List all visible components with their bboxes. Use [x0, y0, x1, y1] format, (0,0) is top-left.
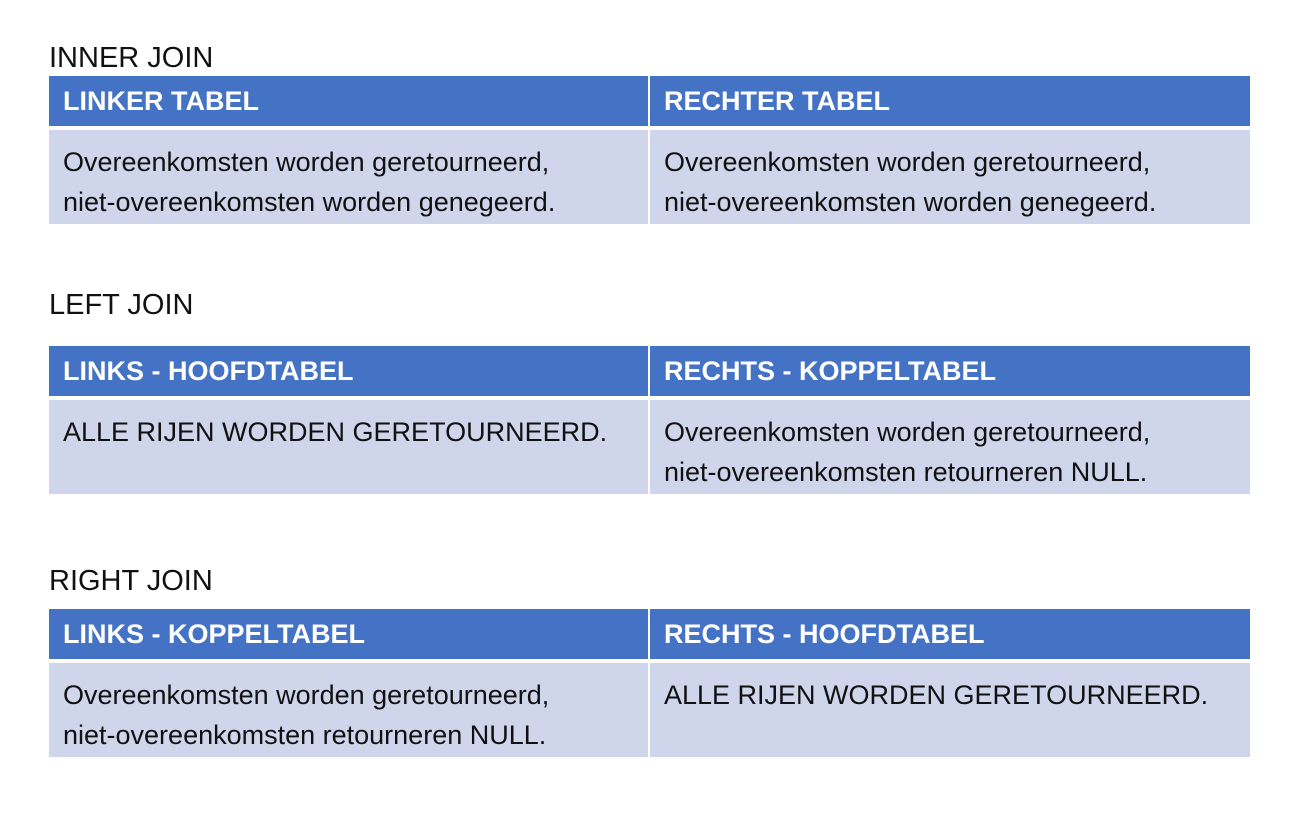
join-table [49, 346, 1250, 494]
join-table [49, 76, 1250, 224]
section-title: RIGHT JOIN [49, 565, 213, 597]
table-cell-left: Overeenkomsten worden geretourneerd, niet-overeenkomsten retourneren NULL. [49, 663, 648, 757]
table-cell-left: ALLE RIJEN WORDEN GERETOURNEERD. [49, 400, 648, 494]
table-header-right: RECHTS - KOPPELTABEL [650, 346, 1250, 396]
table-header-left: LINKER TABEL [49, 76, 648, 126]
section-title: LEFT JOIN [49, 289, 194, 321]
table-header-right: RECHTER TABEL [650, 76, 1250, 126]
join-table [49, 609, 1250, 757]
table-header-left: LINKS - KOPPELTABEL [49, 609, 648, 659]
table-cell-right: ALLE RIJEN WORDEN GERETOURNEERD. [650, 663, 1250, 757]
table-header-left: LINKS - HOOFDTABEL [49, 346, 648, 396]
table-cell-right: Overeenkomsten worden geretourneerd, niet-overeenkomsten retourneren NULL. [650, 400, 1250, 494]
table-header-right: RECHTS - HOOFDTABEL [650, 609, 1250, 659]
table-cell-right: Overeenkomsten worden geretourneerd, niet-overeenkomsten worden genegeerd. [650, 130, 1250, 224]
table-cell-left: Overeenkomsten worden geretourneerd, niet-overeenkomsten worden genegeerd. [49, 130, 648, 224]
section-title: INNER JOIN [49, 42, 214, 74]
